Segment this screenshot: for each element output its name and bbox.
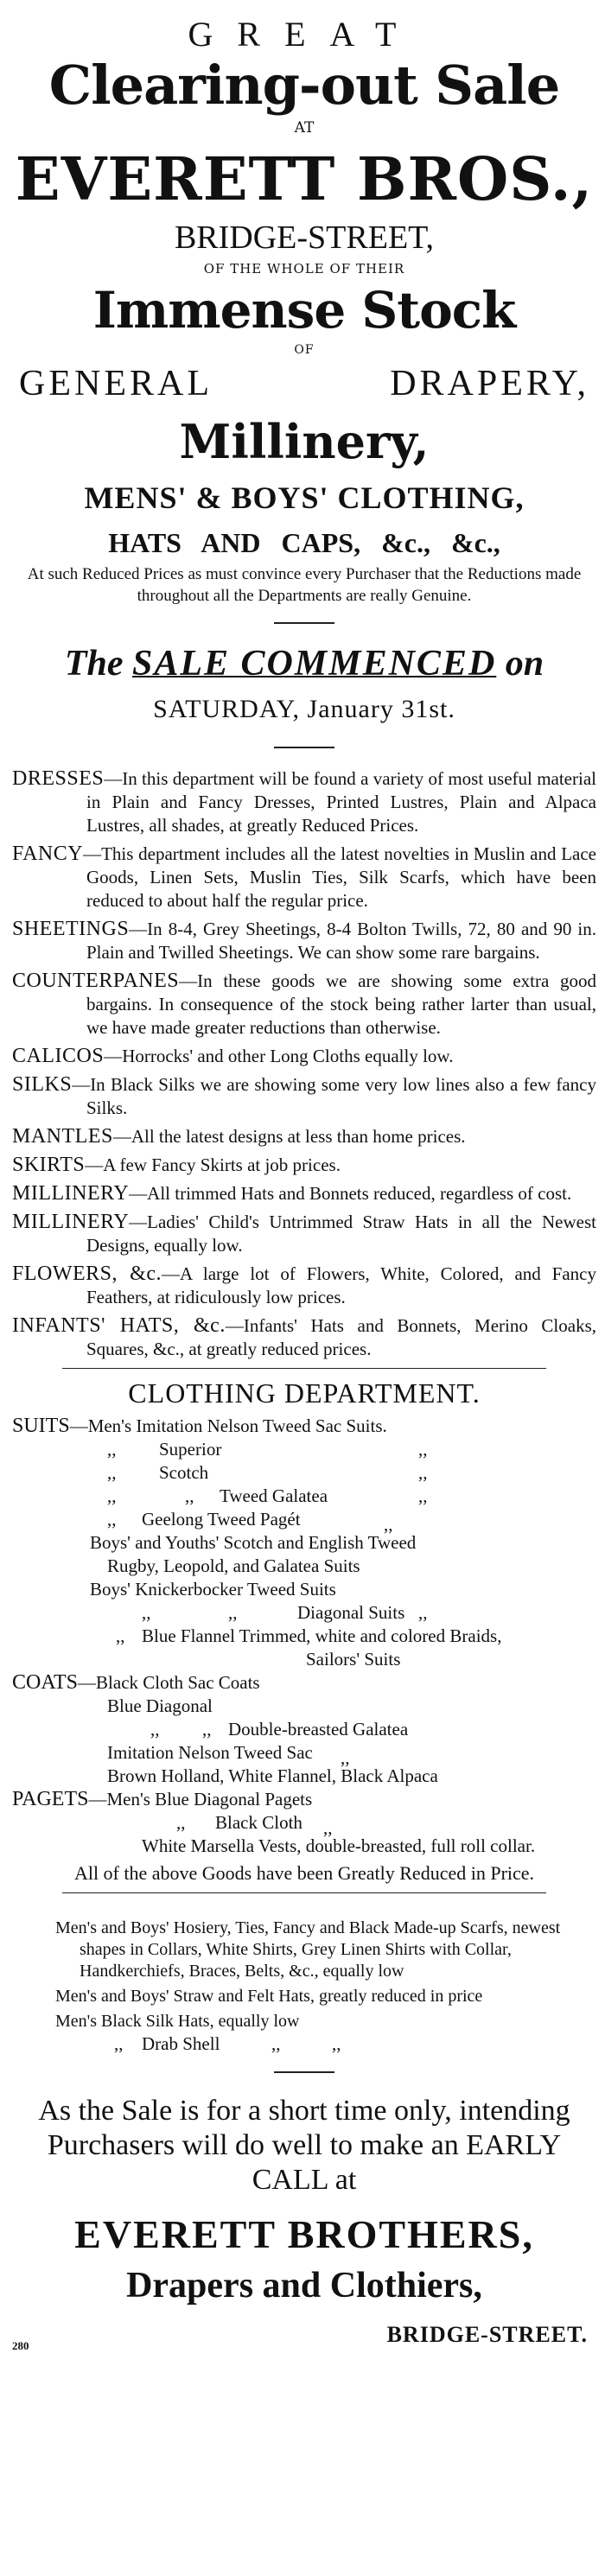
department-entry [12, 1263, 596, 1309]
ditto-mark: ,, [142, 1602, 151, 1623]
department-entry [12, 1182, 596, 1205]
clothing-line [12, 1788, 596, 1811]
whole-of-their-line: OF THE WHOLE OF THEIR [203, 261, 405, 277]
department-name: FLOWERS, &c. [12, 1263, 162, 1285]
knickerbocker-item: Boys' Knickerbocker Tweed Suits [90, 1579, 336, 1600]
department-text: —All trimmed Hats and Bonnets reduced, regardless of cost. [129, 1183, 572, 1204]
blue-flannel-item: Blue Flannel Trimmed, white and colored Braids, [142, 1625, 502, 1646]
ditto-mark: ,, [341, 1747, 350, 1768]
sale-commenced-words: SALE COMMENCED [132, 644, 497, 684]
clothing-line [12, 1671, 596, 1695]
department-entry [12, 1125, 596, 1148]
mens-boys-clothing-heading: MENS' & BOYS' CLOTHING, [84, 480, 525, 515]
department-text: —This department includes all the latest novelties in Muslin and Lace Goods, Linen Sets, Muslin Ties, Silk Scarfs, which have been reduced to about half the regular price. [83, 843, 596, 911]
department-name: FANCY [12, 843, 84, 865]
sailors-item: Sailors' Suits [306, 1649, 401, 1670]
department-name: MILLINERY [12, 1182, 130, 1205]
department-text: —In these goods we are showing some extra good bargains. In consequence of the stock being rather larter than usual, we have made greater reductions than otherwise. [86, 970, 596, 1038]
closing-firm-name: EVERETT BROTHERS, [74, 2212, 534, 2256]
department-text: —In Black Silks we are showing some very low lines also a few fancy Silks. [72, 1074, 596, 1118]
ditto-mark: ,, [107, 1509, 117, 1530]
clothing-line [12, 1601, 596, 1625]
clothing-line [12, 1648, 596, 1671]
sale-on-word: on [505, 644, 544, 684]
sale-date: SATURDAY, January 31st. [153, 695, 455, 723]
department-text: —In this department will be found a variety of most useful material in Plain and Fancy Dresses, Printed Lustres, Plain and Alpaca Lustres, all shades, at greatly Reduced Prices. [86, 768, 596, 836]
department-text: —All the latest designs at less than home prices. [112, 1126, 466, 1147]
ditto-mark: ,, [271, 2033, 281, 2054]
department-name: INFANTS' HATS, &c. [12, 1314, 226, 1337]
drapers-clothiers: Drapers and Clothiers, [126, 2266, 482, 2306]
clothing-line [12, 1485, 596, 1508]
coats-label [12, 1671, 260, 1695]
ditto-mark: ,, [107, 1462, 117, 1483]
general-drapery-line [12, 358, 596, 410]
early-call-paragraph: As the Sale is for a short time only, intending Purchasers will do well to make an EARLY CALL at [38, 2095, 570, 2196]
double-breasted-item: Double-breasted Galatea [228, 1719, 409, 1740]
clearing-out-sale-heading: Clearing-out Sale [48, 54, 560, 117]
coats-text: —Black Cloth Sac Coats [78, 1672, 260, 1693]
department-name: COUNTERPANES [12, 970, 180, 992]
geelong-item: Geelong Tweed Pagét [142, 1509, 301, 1530]
street-name: BRIDGE-STREET, [174, 219, 435, 256]
department-text: —Ladies' Child's Untrimmed Straw Hats in all the Newest Designs, equally low. [86, 1212, 596, 1256]
superior-item: Superior [159, 1439, 222, 1460]
clothing-department-heading: CLOTHING DEPARTMENT. [128, 1377, 481, 1409]
ditto-mark: ,, [202, 1719, 212, 1740]
footer [12, 2317, 596, 2358]
ditto-mark: ,, [323, 1817, 333, 1838]
clothing-line [12, 1765, 596, 1788]
of-word: OF [294, 343, 315, 357]
ditto-mark: ,, [332, 2033, 341, 2054]
clothing-line [12, 1531, 596, 1555]
imitation-sac-item: Imitation Nelson Tweed Sac [107, 1742, 313, 1763]
clothing-line [12, 1625, 596, 1648]
ditto-mark: ,, [384, 1514, 393, 1535]
department-text: —In 8-4, Grey Sheetings, 8-4 Bolton Twills, 72, 80 and 90 in. Plain and Twilled Sheetings. We can show some rare bargains. [86, 919, 596, 963]
clothing-line [12, 1695, 596, 1718]
clothing-line [12, 1438, 596, 1461]
ditto-mark: ,, [418, 1462, 428, 1483]
department-text: —A few Fancy Skirts at job prices. [85, 1154, 341, 1175]
department-entry [12, 843, 596, 913]
department-entry [12, 1154, 596, 1177]
clothing-line [12, 1718, 596, 1741]
ditto-mark: ,, [418, 1439, 428, 1460]
drapery-word: DRAPERY, [390, 364, 589, 404]
reduced-prices-paragraph: At such Reduced Prices as must convince every Purchaser that the Reductions made throughout all the Departments are really Genuine. [27, 565, 582, 605]
department-name: DRESSES [12, 767, 105, 790]
diagonal-suits-item: Diagonal Suits [297, 1602, 405, 1623]
pagets-lead: PAGETS [12, 1788, 89, 1810]
department-entry [12, 970, 596, 1040]
closing-address: BRIDGE-STREET. [386, 2322, 588, 2347]
department-name: CALICOS [12, 1045, 105, 1067]
drab-shell-line [12, 2032, 596, 2056]
department-name: MILLINERY [12, 1211, 130, 1233]
ditto-mark: ,, [418, 1485, 428, 1506]
ditto-mark: ,, [185, 1485, 194, 1506]
divider [274, 622, 334, 624]
hats-caps-heading: HATS AND CAPS, &c., &c., [108, 527, 500, 558]
pagets-label [12, 1788, 312, 1811]
department-entry [12, 1045, 596, 1068]
clothing-line [12, 1415, 596, 1438]
pagets-text: —Men's Blue Diagonal Pagets [88, 1789, 313, 1810]
ditto-mark: ,, [107, 1439, 117, 1460]
blue-diagonal-item: Blue Diagonal [107, 1695, 213, 1716]
straw-hats-item: Men's and Boys' Straw and Felt Hats, greatly reduced in price [55, 1987, 483, 2006]
silk-hats-item: Men's Black Silk Hats, equally low [55, 2012, 300, 2031]
divider [62, 1368, 546, 1369]
clothing-line [12, 1555, 596, 1578]
all-above-reduced-line: All of the above Goods have been Greatly Reduced in Price. [73, 1862, 535, 1884]
divider [274, 747, 334, 748]
brown-holland-item: Brown Holland, White Flannel, Black Alpaca [107, 1765, 438, 1786]
department-name: SKIRTS [12, 1154, 86, 1176]
department-entry [12, 1211, 596, 1257]
divider [274, 2071, 334, 2073]
department-text: —A large lot of Flowers, White, Colored, and Fancy Feathers, at ridiculously low prices. [86, 1263, 596, 1307]
department-entry [12, 1073, 596, 1120]
drab-shell-item: Drab Shell [142, 2033, 220, 2054]
misc-list [12, 1918, 596, 2056]
ad-number: 280 [12, 2339, 29, 2352]
coats-lead: COATS [12, 1671, 79, 1694]
immense-stock-heading: Immense Stock [92, 281, 516, 340]
clothing-line [12, 1835, 596, 1858]
millinery-heading: Millinery, [179, 414, 430, 469]
ditto-mark: ,, [107, 1485, 117, 1506]
clothing-list [12, 1415, 596, 1886]
department-entry [12, 767, 596, 837]
department-name: MANTLES [12, 1125, 113, 1148]
ditto-mark: ,, [114, 2033, 124, 2054]
hosiery-item: Men's and Boys' Hosiery, Ties, Fancy and Black Made-up Scarfs, newest shapes in Collars, White Shirts, Grey Linen Shirts with Collar, Handkerchiefs, Braces, Belts, &c., equally low [55, 1918, 561, 1981]
department-text: —Horrocks' and other Long Cloths equally low. [104, 1046, 454, 1066]
boys-scotch-item: Boys' and Youths' Scotch and English Tweed [90, 1532, 417, 1553]
divider [62, 1892, 546, 1893]
sale-commenced-heading [12, 639, 596, 688]
department-text: —Infants' Hats and Bonnets, Merino Cloaks, Squares, &c., at greatly reduced prices. [86, 1315, 596, 1359]
tweed-galatea-item: Tweed Galatea [220, 1485, 328, 1506]
clothing-line [12, 1461, 596, 1485]
suits-label [12, 1415, 387, 1438]
department-name: SHEETINGS [12, 918, 130, 940]
clothing-line [12, 1811, 596, 1838]
clothing-line [12, 1741, 596, 1768]
rugby-item: Rugby, Leopold, and Galatea Suits [107, 1555, 360, 1576]
department-entry [12, 918, 596, 964]
ditto-mark: ,, [176, 1812, 186, 1833]
scotch-item: Scotch [159, 1462, 209, 1483]
ditto-mark: ,, [418, 1602, 428, 1623]
sale-the-word: The [64, 644, 124, 684]
marsella-item: White Marsella Vests, double-breasted, full roll collar. [142, 1835, 536, 1856]
great-heading: GREAT [188, 15, 421, 54]
suits-lead: SUITS [12, 1415, 70, 1437]
ditto-mark: ,, [116, 1625, 125, 1646]
firm-name: EVERETT BROS., [15, 145, 594, 214]
general-word: GENERAL [19, 364, 213, 404]
clothing-line [12, 1578, 596, 1601]
ditto-mark: ,, [150, 1719, 160, 1740]
clothing-line [12, 1508, 596, 1535]
black-cloth-item: Black Cloth [215, 1812, 302, 1833]
department-entry [12, 1314, 596, 1361]
department-name: SILKS [12, 1073, 73, 1096]
at-word: AT [294, 119, 315, 137]
suits-text: —Men's Imitation Nelson Tweed Sac Suits. [69, 1415, 387, 1436]
departments-list [12, 767, 596, 1361]
ditto-mark: ,, [228, 1602, 238, 1623]
